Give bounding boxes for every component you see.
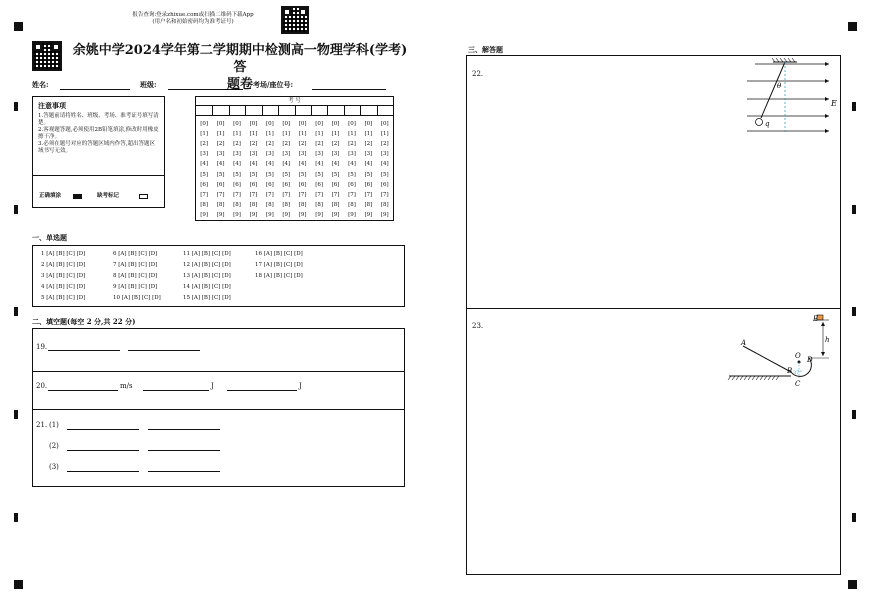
grid-col-divider — [377, 105, 378, 115]
registration-mark — [14, 580, 23, 589]
charge-ball-icon — [756, 119, 763, 126]
d-label: D — [807, 356, 813, 364]
incline-line — [743, 346, 791, 372]
exam-digit-bubble[interactable]: [9] — [249, 211, 258, 218]
q22-label[interactable]: 22. — [472, 70, 484, 78]
timing-mark — [14, 410, 18, 419]
exam-digit-bubble[interactable]: [8] — [315, 201, 323, 208]
exam-digit-bubble[interactable]: [2] — [331, 141, 340, 148]
exam-digit-bubble[interactable]: [8] — [380, 201, 389, 208]
exam-digit-bubble[interactable]: [9] — [298, 211, 307, 218]
exam-digit-bubble[interactable]: [8] — [200, 201, 209, 208]
exam-digit-bubble[interactable]: [7] — [233, 191, 241, 198]
page-title — [70, 42, 410, 93]
exam-digit-bubble[interactable]: [5] — [282, 171, 291, 178]
exam-digit-bubble[interactable]: [2] — [282, 141, 291, 148]
exam-digit-bubble[interactable]: [5] — [364, 171, 373, 178]
filled-bubble-icon — [73, 194, 82, 199]
exam-digit-bubble[interactable]: [1] — [233, 131, 241, 138]
exam-digit-bubble[interactable]: [0] — [233, 121, 241, 127]
mcq-question-row[interactable]: 2 [A] [B] [C] [D] — [41, 262, 86, 268]
q20-blank[interactable] — [143, 390, 209, 391]
exam-digit-bubble[interactable]: [4] — [216, 161, 225, 168]
grid-col-divider — [262, 105, 263, 115]
title-line: 题卷 — [226, 77, 253, 92]
notes-box — [32, 96, 165, 208]
exam-digit-bubble[interactable]: [5] — [331, 171, 340, 178]
mcq-question-row[interactable]: 15 [A] [B] [C] [D] — [183, 295, 231, 301]
ground-hatch — [728, 376, 779, 380]
exam-digit-bubble[interactable]: [5] — [265, 171, 274, 178]
exam-digit-bubble[interactable]: [8] — [249, 201, 258, 208]
timing-mark — [14, 513, 18, 522]
exam-number-heading: 考 号 — [288, 98, 301, 104]
exam-digit-bubble[interactable]: [2] — [315, 141, 323, 148]
timing-mark — [852, 410, 856, 419]
q21-blank[interactable] — [148, 471, 220, 472]
exam-digit-bubble[interactable]: [6] — [331, 181, 340, 188]
exam-digit-bubble[interactable]: [0] — [348, 121, 356, 127]
exam-digit-bubble[interactable]: [1] — [249, 131, 258, 138]
exam-digit-bubble[interactable]: [9] — [233, 211, 241, 218]
exam-digit-bubble[interactable]: [9] — [315, 211, 323, 218]
mcq-question-row[interactable]: 4 [A] [B] [C] [D] — [41, 284, 86, 290]
q19-label: 19. — [36, 343, 48, 351]
exam-digit-bubble[interactable]: [1] — [216, 131, 225, 138]
exam-digit-bubble[interactable]: [2] — [249, 141, 258, 148]
grid-col-divider — [327, 105, 328, 115]
exam-digit-bubble[interactable]: [4] — [265, 161, 274, 168]
grid-col-divider — [360, 105, 361, 115]
exam-digit-bubble[interactable]: [0] — [331, 121, 340, 127]
exam-digit-bubble[interactable]: [2] — [298, 141, 307, 148]
exam-digit-bubble[interactable]: [6] — [364, 181, 373, 188]
title-line: 余姚中学2024学年第二学期期中检测高一物理学科(学考)答 — [72, 43, 408, 75]
exam-digit-bubble[interactable]: [2] — [348, 141, 356, 148]
exam-number-grid — [195, 96, 394, 221]
grid-col-divider — [212, 105, 213, 115]
exam-digit-bubble[interactable]: [5] — [380, 171, 389, 178]
mcq-question-row[interactable]: 3 [A] [B] [C] [D] — [41, 273, 86, 279]
ceiling-hatch — [772, 58, 795, 62]
exam-digit-bubble[interactable]: [9] — [348, 211, 356, 218]
exam-digit-bubble[interactable]: [4] — [233, 161, 241, 168]
mcq-question-row[interactable]: 8 [A] [B] [C] [D] — [113, 273, 158, 279]
exam-digit-bubble[interactable]: [9] — [380, 211, 389, 218]
exam-digit-bubble[interactable]: [3] — [233, 151, 241, 158]
exam-digit-bubble[interactable]: [7] — [282, 191, 291, 198]
exam-digit-bubble[interactable]: [7] — [216, 191, 225, 198]
report-line: (用户名和初始密码均为准考证号) — [152, 19, 234, 25]
exam-digit-bubble[interactable]: [8] — [348, 201, 356, 208]
q23-figure — [725, 312, 837, 392]
exam-digit-bubble[interactable]: [1] — [315, 131, 323, 138]
exam-digit-bubble[interactable]: [1] — [265, 131, 274, 138]
mcq-question-row[interactable]: 9 [A] [B] [C] [D] — [113, 284, 158, 290]
q-label: q — [765, 120, 770, 128]
string-line — [761, 62, 785, 118]
note-item: 3.必须在题号对应的答题区域内作答,超出答题区域书写无效。 — [38, 141, 155, 154]
mcq-heading: 一、单选题 — [32, 233, 67, 242]
note-item: 2.客观题答题,必须使用2B铅笔填涂,修改时用橡皮擦干净。 — [38, 127, 159, 140]
exam-digit-bubble[interactable]: [4] — [331, 161, 340, 168]
exam-digit-bubble[interactable]: [4] — [282, 161, 291, 168]
solve-box — [466, 55, 841, 575]
notes-heading: 注意事项 — [38, 101, 66, 110]
exam-digit-bubble[interactable]: [5] — [216, 171, 225, 178]
o-label: O — [795, 352, 801, 360]
mcq-question-row[interactable]: 14 [A] [B] [C] [D] — [183, 284, 231, 290]
solve-heading: 三、解答题 — [468, 45, 503, 54]
grid-col-divider — [344, 105, 345, 115]
exam-digit-bubble[interactable]: [0] — [315, 121, 323, 127]
q20-blank[interactable] — [227, 390, 297, 391]
timing-mark — [852, 513, 856, 522]
exam-digit-bubble[interactable]: [7] — [331, 191, 340, 198]
fill-heading: 二、填空题(每空 2 分,共 22 分) — [32, 317, 136, 326]
exam-digit-bubble[interactable]: [1] — [200, 131, 209, 138]
class-label: 班级: — [140, 80, 157, 89]
exam-digit-bubble[interactable]: [4] — [315, 161, 323, 168]
exam-digit-bubble[interactable]: [0] — [364, 121, 373, 127]
exam-digit-bubble[interactable]: [7] — [348, 191, 356, 198]
notes-list — [38, 113, 160, 155]
note-item: 1.答题前请将姓名、班级、考场、准考证号填写清楚。 — [38, 113, 159, 126]
exam-digit-bubble[interactable]: [7] — [298, 191, 307, 198]
grid-divider — [196, 115, 393, 116]
absent-checkbox[interactable] — [139, 194, 148, 199]
timing-mark — [852, 205, 856, 214]
q21-label: 21. — [36, 421, 48, 429]
exam-digit-bubble[interactable]: [2] — [200, 141, 209, 148]
mcq-question-row[interactable]: 17 [A] [B] [C] [D] — [255, 262, 303, 268]
exam-digit-bubble[interactable]: [7] — [315, 191, 323, 198]
exam-digit-bubble[interactable]: [7] — [364, 191, 373, 198]
exam-digit-bubble[interactable]: [2] — [265, 141, 274, 148]
exam-digit-bubble[interactable]: [7] — [380, 191, 389, 198]
timing-mark — [14, 205, 18, 214]
q20-unit: m/s — [120, 382, 133, 390]
q21-part-label: (1) — [49, 421, 59, 429]
exam-digit-bubble[interactable]: [9] — [200, 211, 209, 218]
fill-divider — [33, 371, 404, 372]
mcq-question-row[interactable]: 10 [A] [B] [C] [D] — [113, 295, 161, 301]
mcq-question-row[interactable]: 7 [A] [B] [C] [D] — [113, 262, 158, 268]
timing-mark — [852, 102, 856, 111]
qr-code-icon — [32, 41, 62, 71]
exam-digit-bubble[interactable]: [8] — [282, 201, 291, 208]
exam-digit-bubble[interactable]: [3] — [216, 151, 225, 158]
exam-digit-bubble[interactable]: [8] — [233, 201, 241, 208]
exam-digit-bubble[interactable]: [0] — [298, 121, 307, 127]
exam-digit-bubble[interactable]: [6] — [298, 181, 307, 188]
exam-digit-bubble[interactable]: [3] — [315, 151, 323, 158]
exam-digit-bubble[interactable]: [4] — [380, 161, 389, 168]
theta-label: θ — [777, 82, 782, 90]
mcq-question-row[interactable]: 6 [A] [B] [C] [D] — [113, 251, 158, 257]
exam-digit-bubble[interactable]: [3] — [331, 151, 340, 158]
exam-digit-bubble[interactable]: [4] — [298, 161, 307, 168]
exam-digit-bubble[interactable]: [9] — [282, 211, 291, 218]
q21-part-label: (3) — [49, 463, 59, 471]
exam-digit-bubble[interactable]: [6] — [249, 181, 258, 188]
exam-digit-bubble[interactable]: [8] — [216, 201, 225, 208]
mcq-box — [32, 245, 405, 307]
exam-digit-bubble[interactable]: [6] — [348, 181, 356, 188]
q20-unit: J — [211, 382, 214, 390]
exam-digit-bubble[interactable]: [1] — [380, 131, 389, 138]
exam-digit-bubble[interactable]: [6] — [216, 181, 225, 188]
fill-box — [32, 328, 405, 487]
h-label: h — [825, 336, 830, 344]
exam-digit-bubble[interactable]: [3] — [380, 151, 389, 158]
exam-digit-bubble[interactable]: [4] — [348, 161, 356, 168]
exam-digit-bubble[interactable]: [1] — [282, 131, 291, 138]
notes-divider — [33, 175, 164, 176]
exam-digit-bubble[interactable]: [8] — [265, 201, 274, 208]
grid-col-divider — [229, 105, 230, 115]
exam-digit-bubble[interactable]: [6] — [233, 181, 241, 188]
fill-divider — [33, 409, 404, 410]
mcq-question-row[interactable]: 16 [A] [B] [C] [D] — [255, 251, 303, 257]
room-field[interactable] — [312, 89, 386, 90]
exam-digit-bubble[interactable]: [3] — [348, 151, 356, 158]
exam-digit-bubble[interactable]: [6] — [265, 181, 274, 188]
q22-figure — [735, 56, 839, 136]
exam-digit-bubble[interactable]: [9] — [364, 211, 373, 218]
mcq-question-row[interactable]: 1 [A] [B] [C] [D] — [41, 251, 86, 257]
q21-blank[interactable] — [67, 429, 139, 430]
exam-digit-bubble[interactable]: [5] — [298, 171, 307, 178]
timing-mark — [14, 307, 18, 316]
exam-digit-bubble[interactable]: [2] — [216, 141, 225, 148]
exam-digit-bubble[interactable]: [5] — [348, 171, 356, 178]
qr-code-icon — [281, 6, 309, 34]
timing-mark — [14, 102, 18, 111]
grid-col-divider — [278, 105, 279, 115]
e-label: E — [831, 99, 837, 108]
class-field[interactable] — [168, 89, 243, 90]
q21-blank[interactable] — [67, 471, 139, 472]
exam-digit-bubble[interactable]: [2] — [233, 141, 241, 148]
q23-label[interactable]: 23. — [472, 322, 484, 330]
b-label: B — [787, 367, 793, 375]
exam-digit-bubble[interactable]: [1] — [331, 131, 340, 138]
registration-mark — [14, 22, 23, 31]
mcq-question-row[interactable]: 5 [A] [B] [C] [D] — [41, 295, 86, 301]
exam-digit-bubble[interactable]: [1] — [364, 131, 373, 138]
q21-blank[interactable] — [148, 429, 220, 430]
grid-col-divider — [245, 105, 246, 115]
exam-digit-bubble[interactable]: [5] — [233, 171, 241, 178]
exam-digit-bubble[interactable]: [6] — [200, 181, 209, 188]
exam-digit-bubble[interactable]: [5] — [200, 171, 209, 178]
exam-digit-bubble[interactable]: [7] — [265, 191, 274, 198]
exam-digit-bubble[interactable]: [3] — [249, 151, 258, 158]
exam-digit-bubble[interactable]: [4] — [200, 161, 209, 168]
exam-digit-bubble[interactable]: [9] — [265, 211, 274, 218]
exam-digit-bubble[interactable]: [7] — [249, 191, 258, 198]
exam-digit-bubble[interactable]: [0] — [265, 121, 274, 127]
a-label: A — [741, 339, 747, 347]
mcq-question-row[interactable]: 12 [A] [B] [C] [D] — [183, 262, 231, 268]
arrow-heads-icon — [825, 62, 829, 133]
mcq-question-row[interactable]: 13 [A] [B] [C] [D] — [183, 273, 231, 279]
q20-unit: J — [299, 382, 302, 390]
exam-digit-bubble[interactable]: [0] — [282, 121, 291, 127]
exam-digit-bubble[interactable]: [0] — [200, 121, 209, 127]
exam-digit-bubble[interactable]: [5] — [315, 171, 323, 178]
report-line: 报告查询:登录zhixue.com或扫描二维码下载App — [132, 12, 254, 18]
exam-digit-bubble[interactable]: [5] — [249, 171, 258, 178]
exam-digit-bubble[interactable]: [4] — [249, 161, 258, 168]
e-point-label: E — [813, 315, 819, 323]
exam-digit-bubble[interactable]: [3] — [265, 151, 274, 158]
exam-digit-bubble[interactable]: [3] — [282, 151, 291, 158]
exam-digit-bubble[interactable]: [6] — [380, 181, 389, 188]
q21-blank[interactable] — [67, 450, 139, 451]
report-notice — [118, 12, 268, 26]
q21-blank[interactable] — [148, 450, 220, 451]
name-field[interactable] — [60, 89, 130, 90]
q19-blank[interactable] — [128, 350, 200, 351]
exam-digit-bubble[interactable]: [2] — [364, 141, 373, 148]
q20-blank[interactable] — [48, 390, 118, 391]
c-label: C — [795, 380, 801, 388]
exam-digit-bubble[interactable]: [3] — [364, 151, 373, 158]
exam-digit-bubble[interactable]: [9] — [216, 211, 225, 218]
exam-digit-bubble[interactable]: [8] — [364, 201, 373, 208]
correct-fill-label: 正确填涂 — [39, 193, 62, 199]
q20-label: 20. — [36, 382, 48, 390]
solve-divider — [467, 308, 840, 309]
timing-mark — [852, 307, 856, 316]
exam-digit-bubble[interactable]: [1] — [298, 131, 307, 138]
q21-part-label: (2) — [49, 442, 59, 450]
exam-digit-bubble[interactable]: [0] — [216, 121, 225, 127]
absent-mark-label: 缺考标记 — [97, 193, 120, 199]
mcq-question-row[interactable]: 18 [A] [B] [C] [D] — [255, 273, 303, 279]
exam-digit-bubble[interactable]: [1] — [348, 131, 356, 138]
exam-digit-bubble[interactable]: [6] — [315, 181, 323, 188]
exam-digit-bubble[interactable]: [8] — [331, 201, 340, 208]
exam-digit-bubble[interactable]: [7] — [200, 191, 209, 198]
exam-digit-bubble[interactable]: [8] — [298, 201, 307, 208]
q19-blank[interactable] — [48, 350, 120, 351]
room-label: 考场/座位号: — [253, 80, 294, 89]
exam-digit-bubble[interactable]: [6] — [282, 181, 291, 188]
registration-mark — [848, 22, 857, 31]
exam-digit-bubble[interactable]: [2] — [380, 141, 389, 148]
grid-col-divider — [295, 105, 296, 115]
exam-digit-bubble[interactable]: [0] — [249, 121, 258, 127]
angle-label: 37° — [793, 370, 802, 376]
exam-digit-bubble[interactable]: [0] — [380, 121, 389, 127]
mcq-question-row[interactable]: 11 [A] [B] [C] [D] — [183, 251, 231, 257]
grid-col-divider — [311, 105, 312, 115]
exam-digit-bubble[interactable]: [3] — [298, 151, 307, 158]
exam-digit-bubble[interactable]: [9] — [331, 211, 340, 218]
exam-digit-bubble[interactable]: [3] — [200, 151, 209, 158]
name-label: 姓名: — [32, 80, 49, 89]
exam-digit-bubble[interactable]: [4] — [364, 161, 373, 168]
registration-mark — [848, 580, 857, 589]
